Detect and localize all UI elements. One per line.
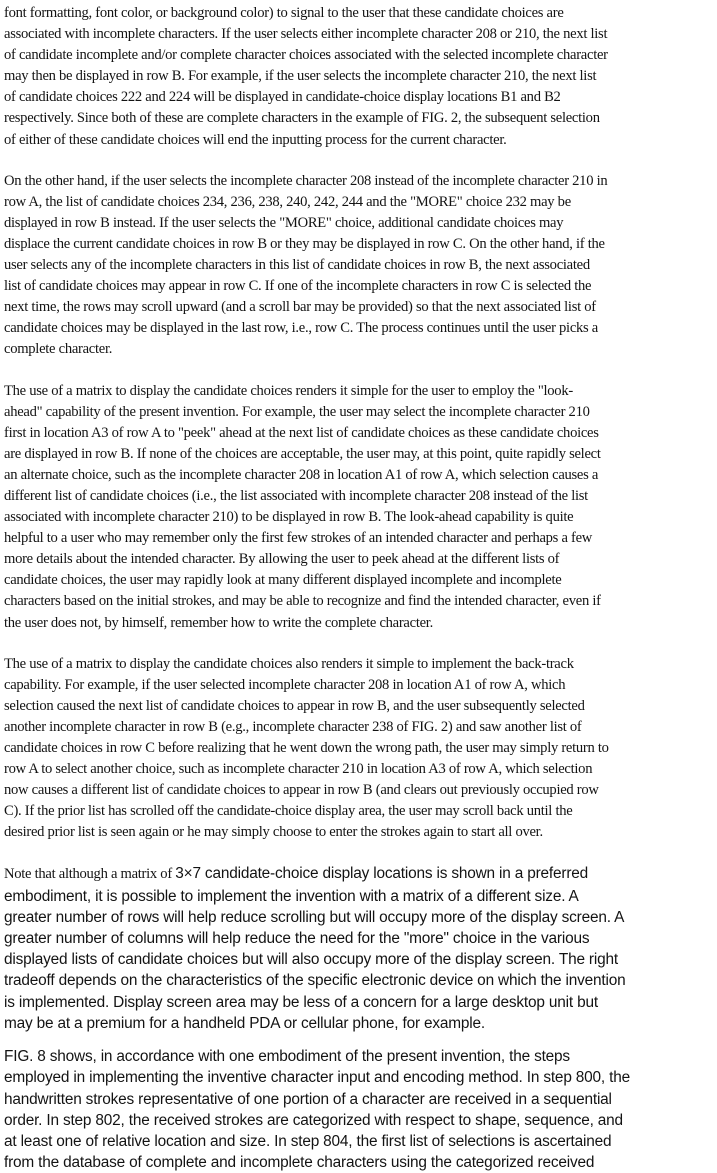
text-line: candidate choices may be displayed in the last row, i.e., row C. The process continues until the user picks a (4, 320, 599, 337)
paragraph (4, 171, 716, 361)
text-line: is implemented. Display screen area may be less of a concern for a large desktop unit but (4, 993, 598, 1011)
text-line: capability. For example, if the user selected incomplete character 208 in location A1 of row A, which (4, 676, 566, 693)
text-line: ahead" capability of the present invention. For example, the user may select the incomplete character 210 (4, 403, 590, 420)
text-line: may be at a premium for a handheld PDA or cellular phone, for example. (4, 1014, 486, 1032)
text-line: desired prior list is seen again or he may simply choose to enter the strokes again to start all over. (4, 824, 543, 841)
text-line: more details about the intended character. By allowing the user to peek ahead at the different lists of (4, 551, 560, 568)
text-line: different list of candidate choices (i.e., the list associated with incomplete character 208 instead of the list (4, 487, 588, 504)
text-line: displace the current candidate choices in row B or they may be displayed in row C. On the other hand, if the (4, 235, 605, 252)
document-body (4, 3, 716, 1173)
text-line: an alternate choice, such as the incomplete character 208 in location A1 of row A, which selection causes a (4, 466, 599, 483)
text-line: candidate choices, the user may rapidly look at many different displayed incomplete and incomplete (4, 572, 562, 589)
text-line: respectively. Since both of these are complete characters in the example of FIG. 2, the subsequent selection (4, 110, 600, 127)
text-segment: Note that although a matrix of (4, 866, 176, 883)
text-line: are displayed in row B. If none of the choices are acceptable, the user may, at this point, quite rapidly select (4, 445, 601, 462)
text-line: now causes a different list of candidate choices to appear in row B (and clears out previously occupied row (4, 782, 599, 799)
text-line: embodiment, it is possible to implement the invention with a matrix of a different size. A (4, 887, 579, 905)
paragraph (4, 3, 716, 151)
text-line: the user does not, by himself, remember how to write the complete character. (4, 614, 433, 631)
text-line: list of candidate choices may appear in row C. If one of the incomplete characters in row C is selected the (4, 278, 592, 295)
text-line: handwritten strokes representative of one portion of a character are received in a sequential (4, 1090, 612, 1108)
text-line: FIG. 8 shows, in accordance with one embodiment of the present invention, the steps (4, 1048, 570, 1066)
text-line: displayed in row B instead. If the user selects the "MORE" choice, additional candidate choices may (4, 214, 564, 231)
text-line: complete character. (4, 341, 113, 358)
text-line: greater number of rows will help reduce scrolling but will occupy more of the display screen. A (4, 908, 625, 926)
text-line: The use of a matrix to display the candidate choices also renders it simple to implement the back-track (4, 655, 574, 672)
text-line: C). If the prior list has scrolled off the candidate-choice display area, the user may scroll back until the (4, 803, 573, 820)
text-line: may then be displayed in row B. For example, if the user selects the incomplete character 210, the next list (4, 68, 597, 85)
text-line: candidate choices in row C before realizing that he went down the wrong path, the user may simply return to (4, 740, 609, 756)
text-line: of either of these candidate choices will end the inputting process for the current character. (4, 131, 507, 148)
paragraph (4, 1046, 716, 1173)
text-line: font formatting, font color, or background color) to signal to the user that these candidate choices are (4, 5, 564, 21)
text-line: tradeoff depends on the characteristics of the specific electronic device on which the invention (4, 972, 626, 990)
paragraph (4, 381, 716, 634)
text-line: row A, the list of candidate choices 234, 236, 238, 240, 242, 244 and the "MORE" choice 232 may be (4, 193, 571, 210)
text-line: of candidate incomplete and/or complete character choices associated with the selected incomplete character (4, 47, 608, 64)
text-line: On the other hand, if the user selects the incomplete character 208 instead of the incomplete character 210 in (4, 172, 608, 189)
text-segment: 3×7 candidate-choice display locations is shown in a preferred (175, 865, 589, 883)
text-line: selection caused the next list of candidate choices to appear in row B, and the user subsequently selected (4, 697, 585, 714)
text-line: of candidate choices 222 and 224 will be displayed in candidate-choice display locations B1 and B2 (4, 89, 561, 106)
text-line: associated with incomplete character 210) to be displayed in row B. The look-ahead capability is quite (4, 509, 574, 526)
text-line: displayed lists of candidate choices but will also occupy more of the display screen. The right (4, 951, 618, 969)
text-line (4, 863, 716, 885)
text-line: at least one of relative location and size. In step 804, the first list of selections is ascertained (4, 1132, 612, 1150)
text-line: from the database of complete and incomplete characters using the categorized received (4, 1154, 595, 1172)
text-line: another incomplete character in row B (e.g., incomplete character 238 of FIG. 2) and saw another list of (4, 718, 582, 735)
text-line: row A to select another choice, such as incomplete character 210 in location A3 of row A, which selection (4, 761, 593, 778)
text-line: helpful to a user who may remember only the first few strokes of an intended character and perhaps a few (4, 530, 593, 547)
document-page (4, 3, 716, 1172)
text-line: next time, the rows may scroll upward (and a scroll bar may be provided) so that the next associated list of (4, 299, 596, 316)
text-line: first in location A3 of row A to "peek" ahead at the next list of candidate choices as these candidate choices (4, 424, 599, 441)
paragraph (4, 863, 716, 1034)
text-line: user selects any of the incomplete characters in this list of candidate choices in row B, the next associated (4, 257, 590, 274)
text-line: order. In step 802, the received strokes are categorized with respect to shape, sequence, and (4, 1111, 623, 1129)
text-line: characters based on the initial strokes, and may be able to recognize and find the intended character, even if (4, 593, 601, 610)
paragraph (4, 654, 716, 844)
text-line: associated with incomplete characters. If the user selects either incomplete character 208 or 210, the next list (4, 26, 608, 43)
text-line: employed in implementing the inventive character input and encoding method. In step 800, the (4, 1069, 630, 1087)
text-line: greater number of columns will help reduce the need for the "more" choice in the various (4, 930, 590, 948)
text-line: The use of a matrix to display the candidate choices renders it simple for the user to employ the "look- (4, 382, 573, 399)
